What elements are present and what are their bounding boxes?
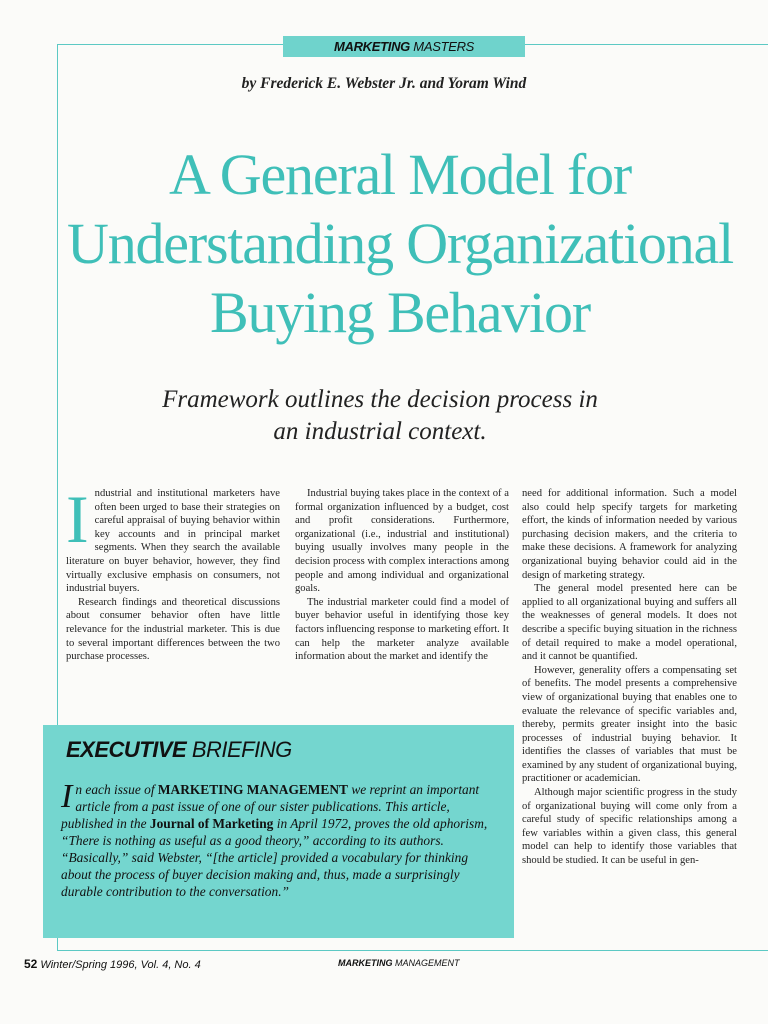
- paragraph: However, generality offers a compensating set of benefits. The model presents a comprehensive view of organizational buying that enables one to evaluate the relevance of specific variables and, thereby, permits greater insight into the basic processes of industrial buying behavior. It identifies the classes of variables that must be examined by any student of organizational buying, practitioner or academician.: [522, 664, 737, 785]
- executive-briefing-panel: [43, 725, 514, 938]
- section-header: [283, 36, 525, 57]
- title-line-3: Buying Behavior: [210, 280, 590, 345]
- byline: by Frederick E. Webster Jr. and Yoram Wind: [241, 75, 527, 92]
- bottom-rule: [57, 950, 768, 951]
- paragraph-text: ndustrial and institutional marketers have often been urged to base their strategies on careful appraisal of buying behavior within key accounts and in principal market segments. When they search the available literature on buyer behavior, however, they find virtually exclusive emphasis on consumers, not industrial buyers.: [66, 488, 280, 595]
- briefing-heading: [66, 737, 292, 763]
- article-subtitle: [60, 384, 700, 448]
- paragraph: Industrial buying takes place in the context of a formal organization influenced by a budget, cost and profit considerations. Furthermore, organizational (i.e., industrial and institutional) buying usually involves many people in the decision process with complex interactions among people and among individual and organizational goals.: [295, 488, 509, 595]
- paragraph: need for additional information. Such a model also could help specify targets for marketing effort, the kinds of information needed by various purchasing decision makers, and the criteria to make these decisions. A framework for analyzing organizational buying behavior could aid in the design of marketing strategy.: [522, 488, 737, 581]
- briefing-magazine-name: MARKETING MANAGEMENT: [157, 782, 348, 797]
- briefing-heading-bold: EXECUTIVE: [66, 737, 187, 762]
- briefing-text: [61, 778, 491, 900]
- paragraph: The general model presented here can be applied to all organizational buying and suffers all the weaknesses of general models. It does not describe a specific buying situation in the richness of detail required to make a model operational, and it cannot be quantified.: [522, 583, 737, 663]
- briefing-text-part: we reprint an important article from a past issue of one of our sister publications. This article, published in the: [61, 782, 480, 831]
- drop-cap: I: [66, 481, 89, 557]
- paragraph: Research findings and theoretical discussions about consumer behavior often have little relevance for the industrial marketer. This is due to several important differences between the two purchase processes.: [66, 596, 280, 663]
- body-column-1: [66, 481, 280, 664]
- footer-magazine-bold: MARKETING: [338, 958, 393, 968]
- briefing-text-part: n each issue of: [75, 782, 158, 797]
- footer-magazine-light: MANAGEMENT: [395, 958, 460, 968]
- issue-info: Winter/Spring 1996, Vol. 4, No. 4: [40, 959, 201, 971]
- section-header-light: MASTERS: [413, 39, 475, 54]
- briefing-journal-name: Journal of Marketing: [149, 816, 274, 831]
- paragraph: The industrial marketer could find a model of buyer behavior useful in identifying those key factors influencing response to marketing effort. It can help the marketer analyze available information about the market and identify the: [295, 596, 509, 663]
- body-column-2: [295, 487, 509, 664]
- paragraph: Although major scientific progress in the study of organizational buying will come only from a careful study of specific relationships among a few variables within a given class, this general model can help to identify those variables that should be studied. It can be useful in gen-: [522, 787, 737, 867]
- paragraph: [66, 481, 280, 596]
- title-line-2: Understanding Organizational: [67, 211, 733, 276]
- title-line-1: A General Model for: [169, 142, 631, 207]
- article-title: [40, 140, 760, 347]
- briefing-initial: I: [61, 778, 73, 815]
- page-number: 52: [24, 957, 38, 971]
- body-column-3: [522, 487, 737, 868]
- section-header-bold: MARKETING: [333, 39, 410, 54]
- briefing-heading-light: BRIEFING: [191, 737, 292, 762]
- footer-folio: [24, 957, 201, 971]
- subtitle-line-1: Framework outlines the decision process in: [162, 386, 598, 413]
- subtitle-line-2: an industrial context.: [273, 418, 487, 445]
- briefing-text-part: in April 1972, proves the old aphorism, “There is nothing as useful as a good theory,” according to its authors. “Basically,” said Webster, “[the article] provided a vocabulary for thinking about the process of buyer decision making and, thus, made a surprisingly durable contribution to the conversation.”: [61, 816, 488, 899]
- footer-magazine: [338, 958, 460, 968]
